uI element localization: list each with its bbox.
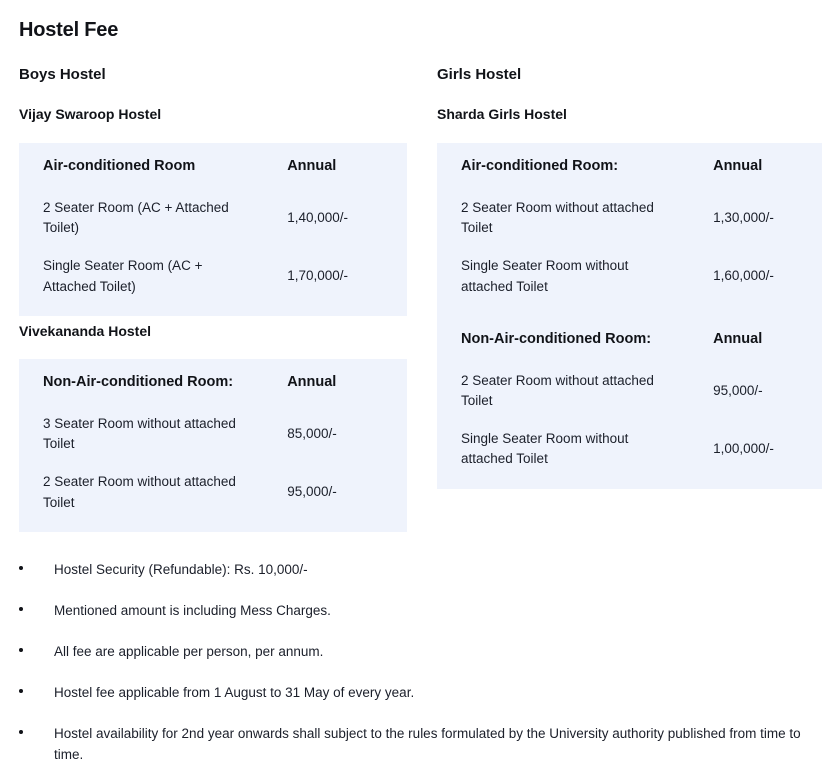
- table-row: [19, 247, 407, 306]
- list-item: [0, 642, 840, 663]
- row-label: Single Seater Room without attached Toilet: [461, 258, 629, 294]
- sub-title-sharda-girls-hostel: Sharda Girls Hostel: [437, 106, 567, 122]
- table-header-row: [437, 316, 822, 362]
- header-room-type: Non-Air-conditioned Room:: [43, 374, 234, 390]
- list-item: [0, 683, 840, 704]
- row-label: 2 Seater Room without attached Toilet: [461, 199, 654, 236]
- header-room-type: Non-Air-conditioned Room:: [461, 330, 652, 347]
- table-row: [19, 463, 407, 522]
- sub-title-vijay-swaroop-hostel: Vijay Swaroop Hostel: [19, 106, 162, 122]
- notes-list: [0, 560, 840, 766]
- table-spacer: [19, 306, 407, 316]
- fee-panel-vijay-swaroop-hostel: [19, 143, 407, 316]
- note-text: Hostel fee applicable from 1 August to 31 May of every year.: [54, 684, 415, 700]
- table-row: [19, 405, 407, 464]
- table-header-row: [437, 143, 822, 189]
- row-label: 2 Seater Room without attached Toilet: [461, 372, 654, 408]
- row-value: 1,60,000/-: [713, 268, 774, 284]
- row-value: 1,30,000/-: [713, 209, 774, 225]
- table-header-row: [19, 359, 407, 405]
- header-annual: Annual: [713, 158, 763, 174]
- fee-panel-vivekananda-hostel: [19, 359, 407, 532]
- header-annual: Annual: [287, 158, 337, 174]
- note-text: All fee are applicable per person, per annum.: [54, 643, 324, 659]
- table-row: [437, 189, 822, 248]
- row-value: 95,000/-: [713, 382, 763, 398]
- table-spacer: [437, 306, 822, 316]
- sub-title-vivekananda-hostel: Vivekananda Hostel: [19, 323, 152, 339]
- row-value: 85,000/-: [287, 425, 337, 441]
- group-title-girls-hostel: Girls Hostel: [437, 66, 522, 83]
- bullet-icon: [19, 566, 27, 570]
- page-title: Hostel Fee: [19, 19, 119, 41]
- table-header-row: [19, 143, 407, 189]
- row-label: 2 Seater Room (AC + Attached Toilet): [43, 199, 229, 236]
- header-annual: Annual: [713, 330, 763, 347]
- note-text: Mentioned amount is including Mess Charges.: [54, 602, 331, 618]
- table-spacer: [437, 479, 822, 489]
- fee-panel-sharda-girls-hostel: [437, 143, 822, 489]
- row-label: 2 Seater Room without attached Toilet: [43, 474, 236, 510]
- row-value: 1,40,000/-: [287, 209, 348, 225]
- row-value: 1,00,000/-: [713, 441, 774, 457]
- table-row: [437, 362, 822, 421]
- group-title-boys-hostel: Boys Hostel: [19, 66, 106, 83]
- row-label: Single Seater Room (AC + Attached Toilet): [43, 258, 203, 294]
- header-annual: Annual: [287, 374, 337, 390]
- row-value: 95,000/-: [287, 484, 337, 500]
- list-item: [0, 724, 840, 766]
- fee-table: [437, 143, 822, 489]
- note-text: Hostel Security (Refundable): Rs. 10,000/-: [54, 562, 308, 577]
- bullet-icon: [19, 607, 27, 611]
- bullet-icon: [19, 648, 27, 652]
- table-row: [437, 420, 822, 479]
- list-item: [0, 560, 840, 581]
- list-item: [0, 601, 840, 622]
- bullet-icon: [19, 689, 27, 693]
- header-room-type: Air-conditioned Room:: [461, 158, 619, 174]
- bullet-icon: [19, 730, 27, 734]
- fee-table: [19, 143, 407, 316]
- row-label: Single Seater Room without attached Toilet: [461, 431, 629, 467]
- table-row: [437, 247, 822, 306]
- row-value: 1,70,000/-: [287, 268, 348, 284]
- table-spacer: [19, 522, 407, 532]
- note-text: Hostel availability for 2nd year onwards shall subject to the rules formulated by the University authority published from time to time.: [54, 725, 801, 762]
- table-row: [19, 189, 407, 248]
- header-room-type: Air-conditioned Room: [43, 158, 196, 174]
- fee-table: [19, 359, 407, 532]
- row-label: 3 Seater Room without attached Toilet: [43, 415, 236, 452]
